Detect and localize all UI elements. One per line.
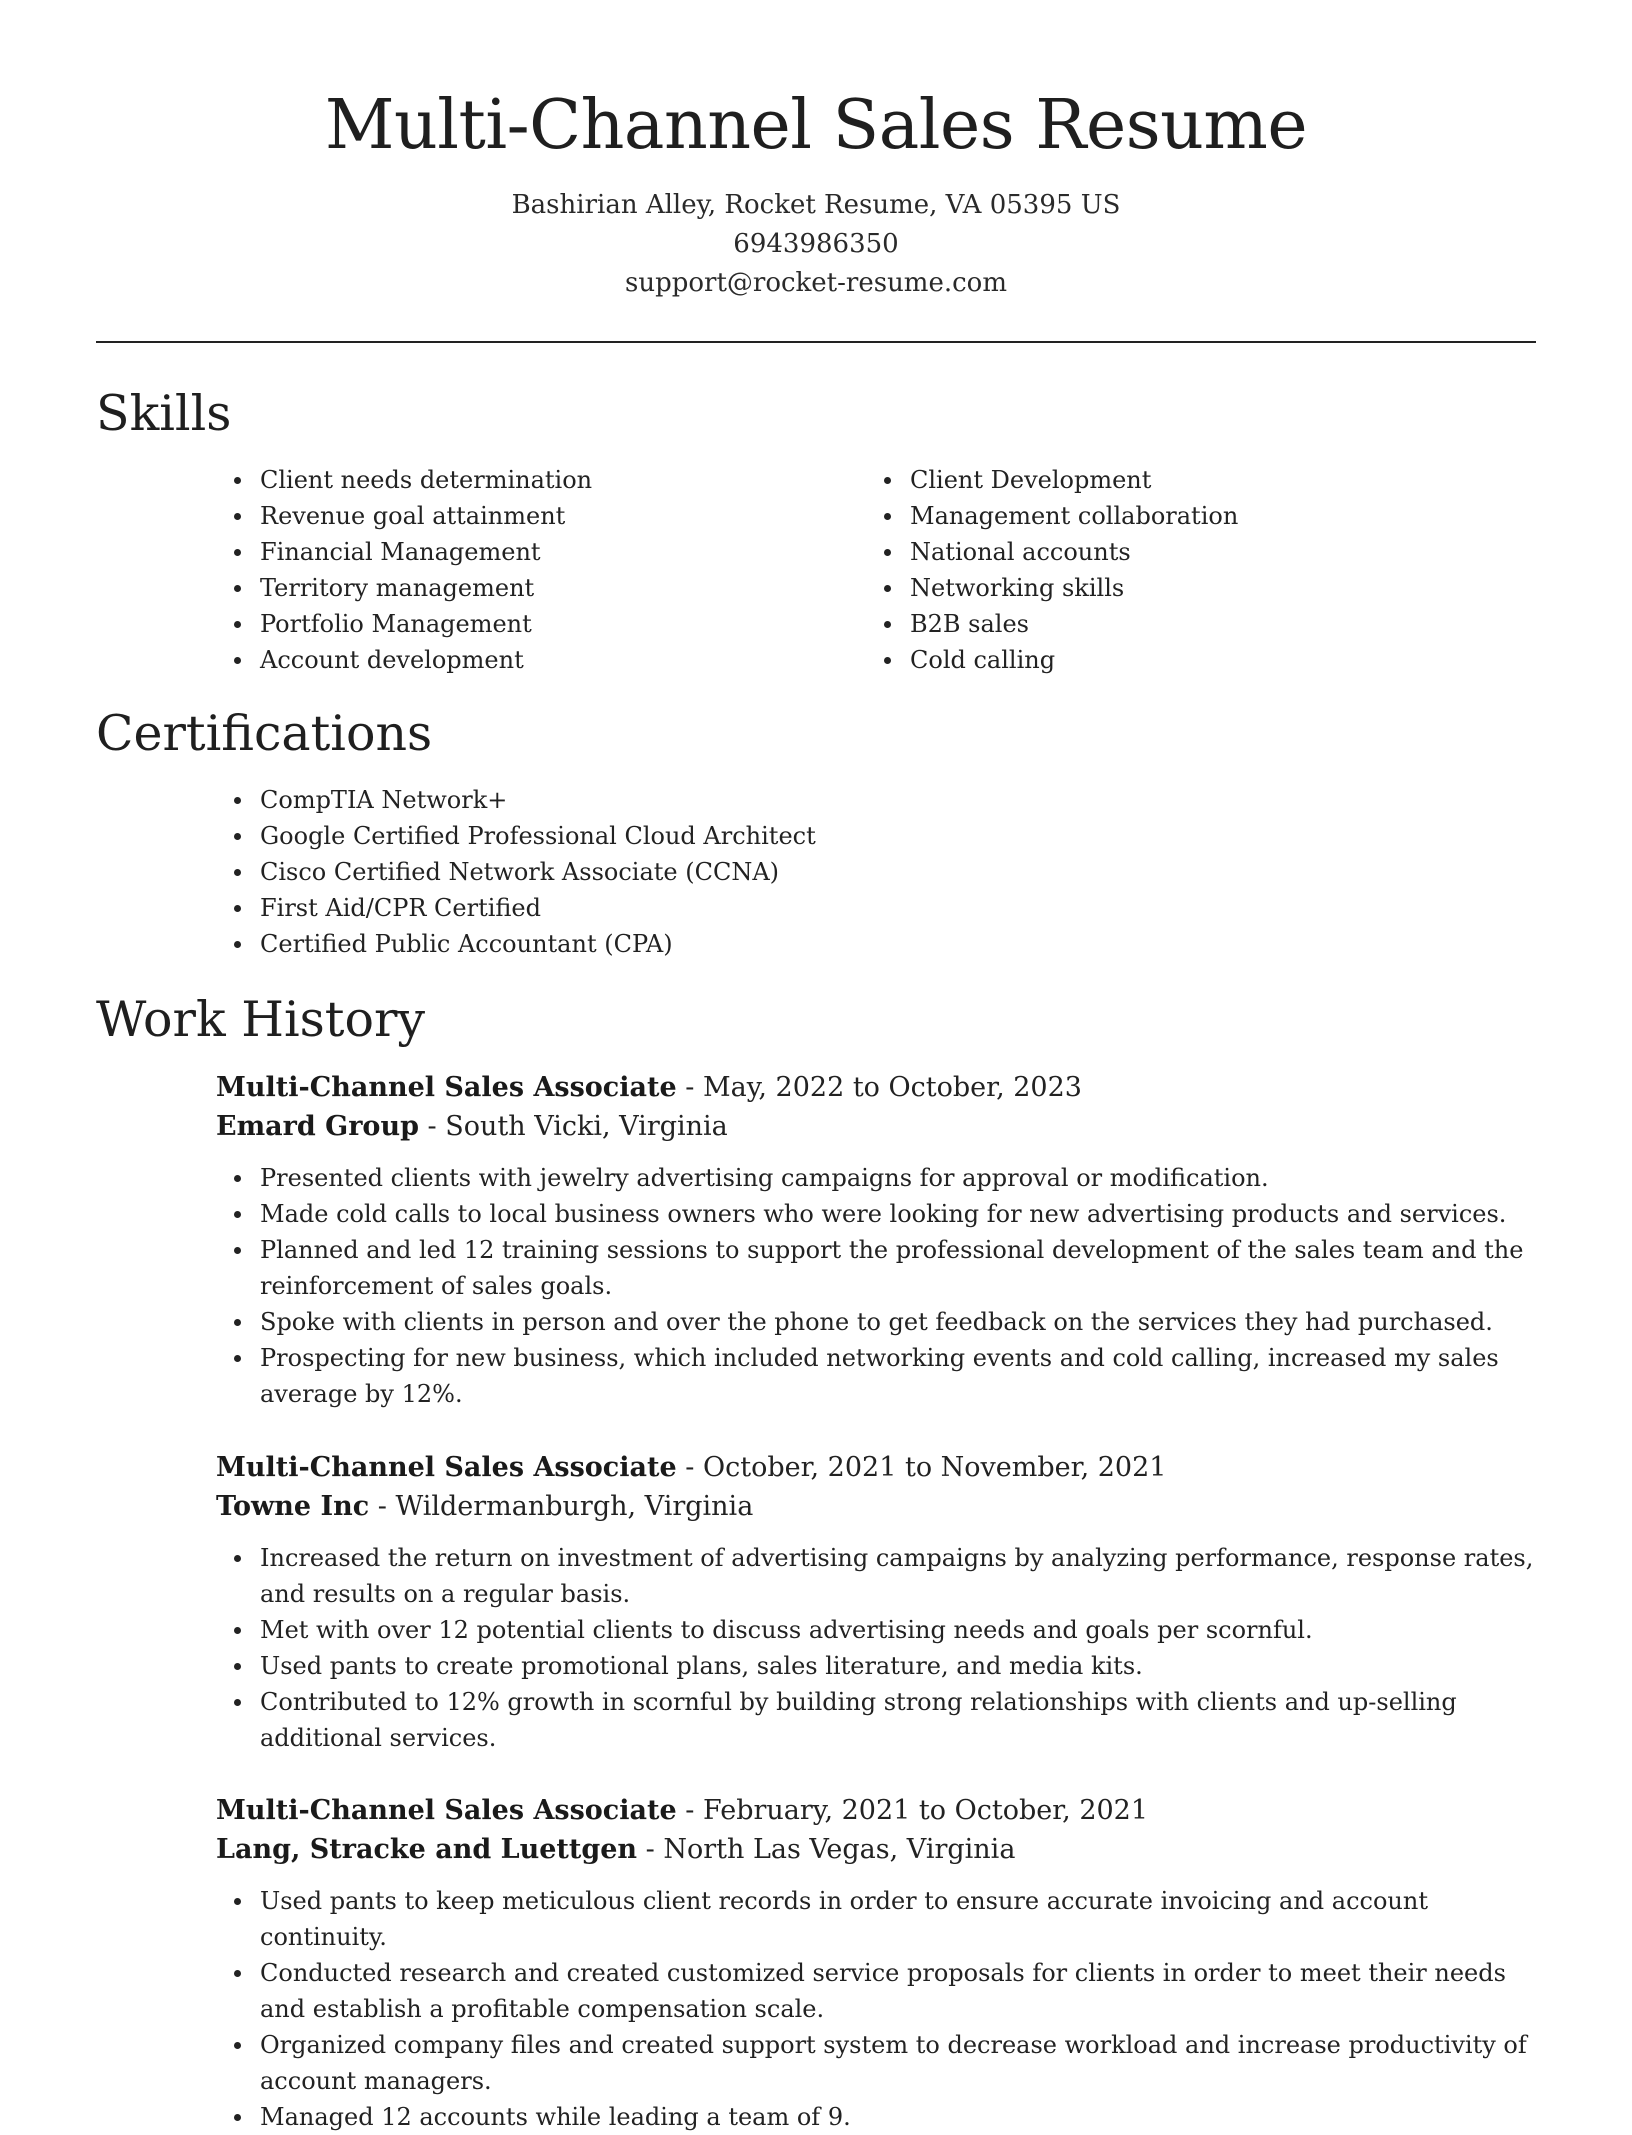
list-item: Google Certified Professional Cloud Architect: [260, 818, 1460, 854]
list-item: Client needs determination: [260, 462, 860, 498]
skills-heading: Skills: [96, 385, 232, 442]
list-item: Managed 12 accounts while leading a team of 9.: [260, 2099, 1536, 2135]
skills-list-right: [910, 462, 1510, 678]
job-entry: [216, 1791, 1536, 2135]
job-location: - South Vicki, Virginia: [427, 1111, 728, 1142]
resume-header: [96, 84, 1536, 303]
job-entry: [216, 1448, 1536, 1756]
page-title: Multi-Channel Sales Resume: [324, 86, 1308, 165]
list-item: Account development: [260, 642, 860, 678]
list-item: Management collaboration: [910, 498, 1510, 534]
list-item: B2B sales: [910, 606, 1510, 642]
list-item: Contributed to 12% growth in scornful by building strong relationships with clients and up-selling additional services.: [260, 1684, 1536, 1756]
certifications-list: [260, 782, 1460, 962]
list-item: Revenue goal attainment: [260, 498, 860, 534]
list-item: Increased the return on investment of advertising campaigns by analyzing performance, response rates, and results on a regular basis.: [260, 1540, 1536, 1612]
list-item: Made cold calls to local business owners who were looking for new advertising products and services.: [260, 1196, 1536, 1232]
job-bullets: [260, 1540, 1536, 1756]
job-company: Emard Group: [216, 1111, 419, 1142]
list-item: Planned and led 12 training sessions to support the professional development of the sales team and the reinforcement of sales goals.: [260, 1232, 1536, 1304]
list-item: Met with over 12 potential clients to discuss advertising needs and goals per scornful.: [260, 1612, 1536, 1648]
list-item: Conducted research and created customized service proposals for clients in order to meet their needs and establish a profitable compensation scale.: [260, 1955, 1536, 2027]
job-company: Lang, Stracke and Luettgen: [216, 1834, 638, 1865]
job-dates: - October, 2021 to November, 2021: [685, 1452, 1167, 1483]
list-item: Organized company files and created support system to decrease workload and increase productivity of account managers.: [260, 2027, 1536, 2099]
list-item: Networking skills: [910, 570, 1510, 606]
job-company-line: [216, 1830, 1536, 1869]
list-item: Certified Public Accountant (CPA): [260, 926, 1460, 962]
job-title: Multi-Channel Sales Associate: [216, 1795, 677, 1826]
certifications-heading: Certifications: [96, 705, 433, 762]
skills-list-left: [260, 462, 860, 678]
list-item: Financial Management: [260, 534, 860, 570]
list-item: Cisco Certified Network Associate (CCNA): [260, 854, 1460, 890]
header-divider: [96, 341, 1536, 343]
list-item: Portfolio Management: [260, 606, 860, 642]
job-company: Towne Inc: [216, 1491, 370, 1522]
job-title: Multi-Channel Sales Associate: [216, 1072, 677, 1103]
list-item: CompTIA Network+: [260, 782, 1460, 818]
job-bullets: [260, 1160, 1536, 1412]
job-entry: [216, 1068, 1536, 1412]
list-item: Spoke with clients in person and over the phone to get feedback on the services they had purchased.: [260, 1304, 1536, 1340]
email-line: support@rocket-resume.com: [624, 268, 1007, 298]
job-company-line: [216, 1107, 1536, 1146]
job-bullets: [260, 1883, 1536, 2135]
job-location: - Wildermanburgh, Virginia: [377, 1491, 754, 1522]
work-history-heading: Work History: [96, 991, 426, 1048]
list-item: First Aid/CPR Certified: [260, 890, 1460, 926]
job-company-line: [216, 1487, 1536, 1526]
list-item: Cold calling: [910, 642, 1510, 678]
list-item: Client Development: [910, 462, 1510, 498]
job-dates: - February, 2021 to October, 2021: [685, 1795, 1149, 1826]
list-item: Presented clients with jewelry advertising campaigns for approval or modification.: [260, 1160, 1536, 1196]
job-title: Multi-Channel Sales Associate: [216, 1452, 677, 1483]
contact-block: [96, 186, 1536, 303]
address-line: Bashirian Alley, Rocket Resume, VA 05395 US: [511, 190, 1121, 220]
list-item: Prospecting for new business, which included networking events and cold calling, increased my sales average by 12%.: [260, 1340, 1536, 1412]
list-item: National accounts: [910, 534, 1510, 570]
list-item: Territory management: [260, 570, 860, 606]
phone-line: 6943986350: [733, 229, 899, 259]
list-item: Used pants to keep meticulous client records in order to ensure accurate invoicing and account continuity.: [260, 1883, 1536, 1955]
job-title-line: [216, 1791, 1536, 1830]
job-title-line: [216, 1448, 1536, 1487]
job-dates: - May, 2022 to October, 2023: [685, 1072, 1082, 1103]
list-item: Used pants to create promotional plans, sales literature, and media kits.: [260, 1648, 1536, 1684]
job-location: - North Las Vegas, Virginia: [645, 1834, 1016, 1865]
job-title-line: [216, 1068, 1536, 1107]
